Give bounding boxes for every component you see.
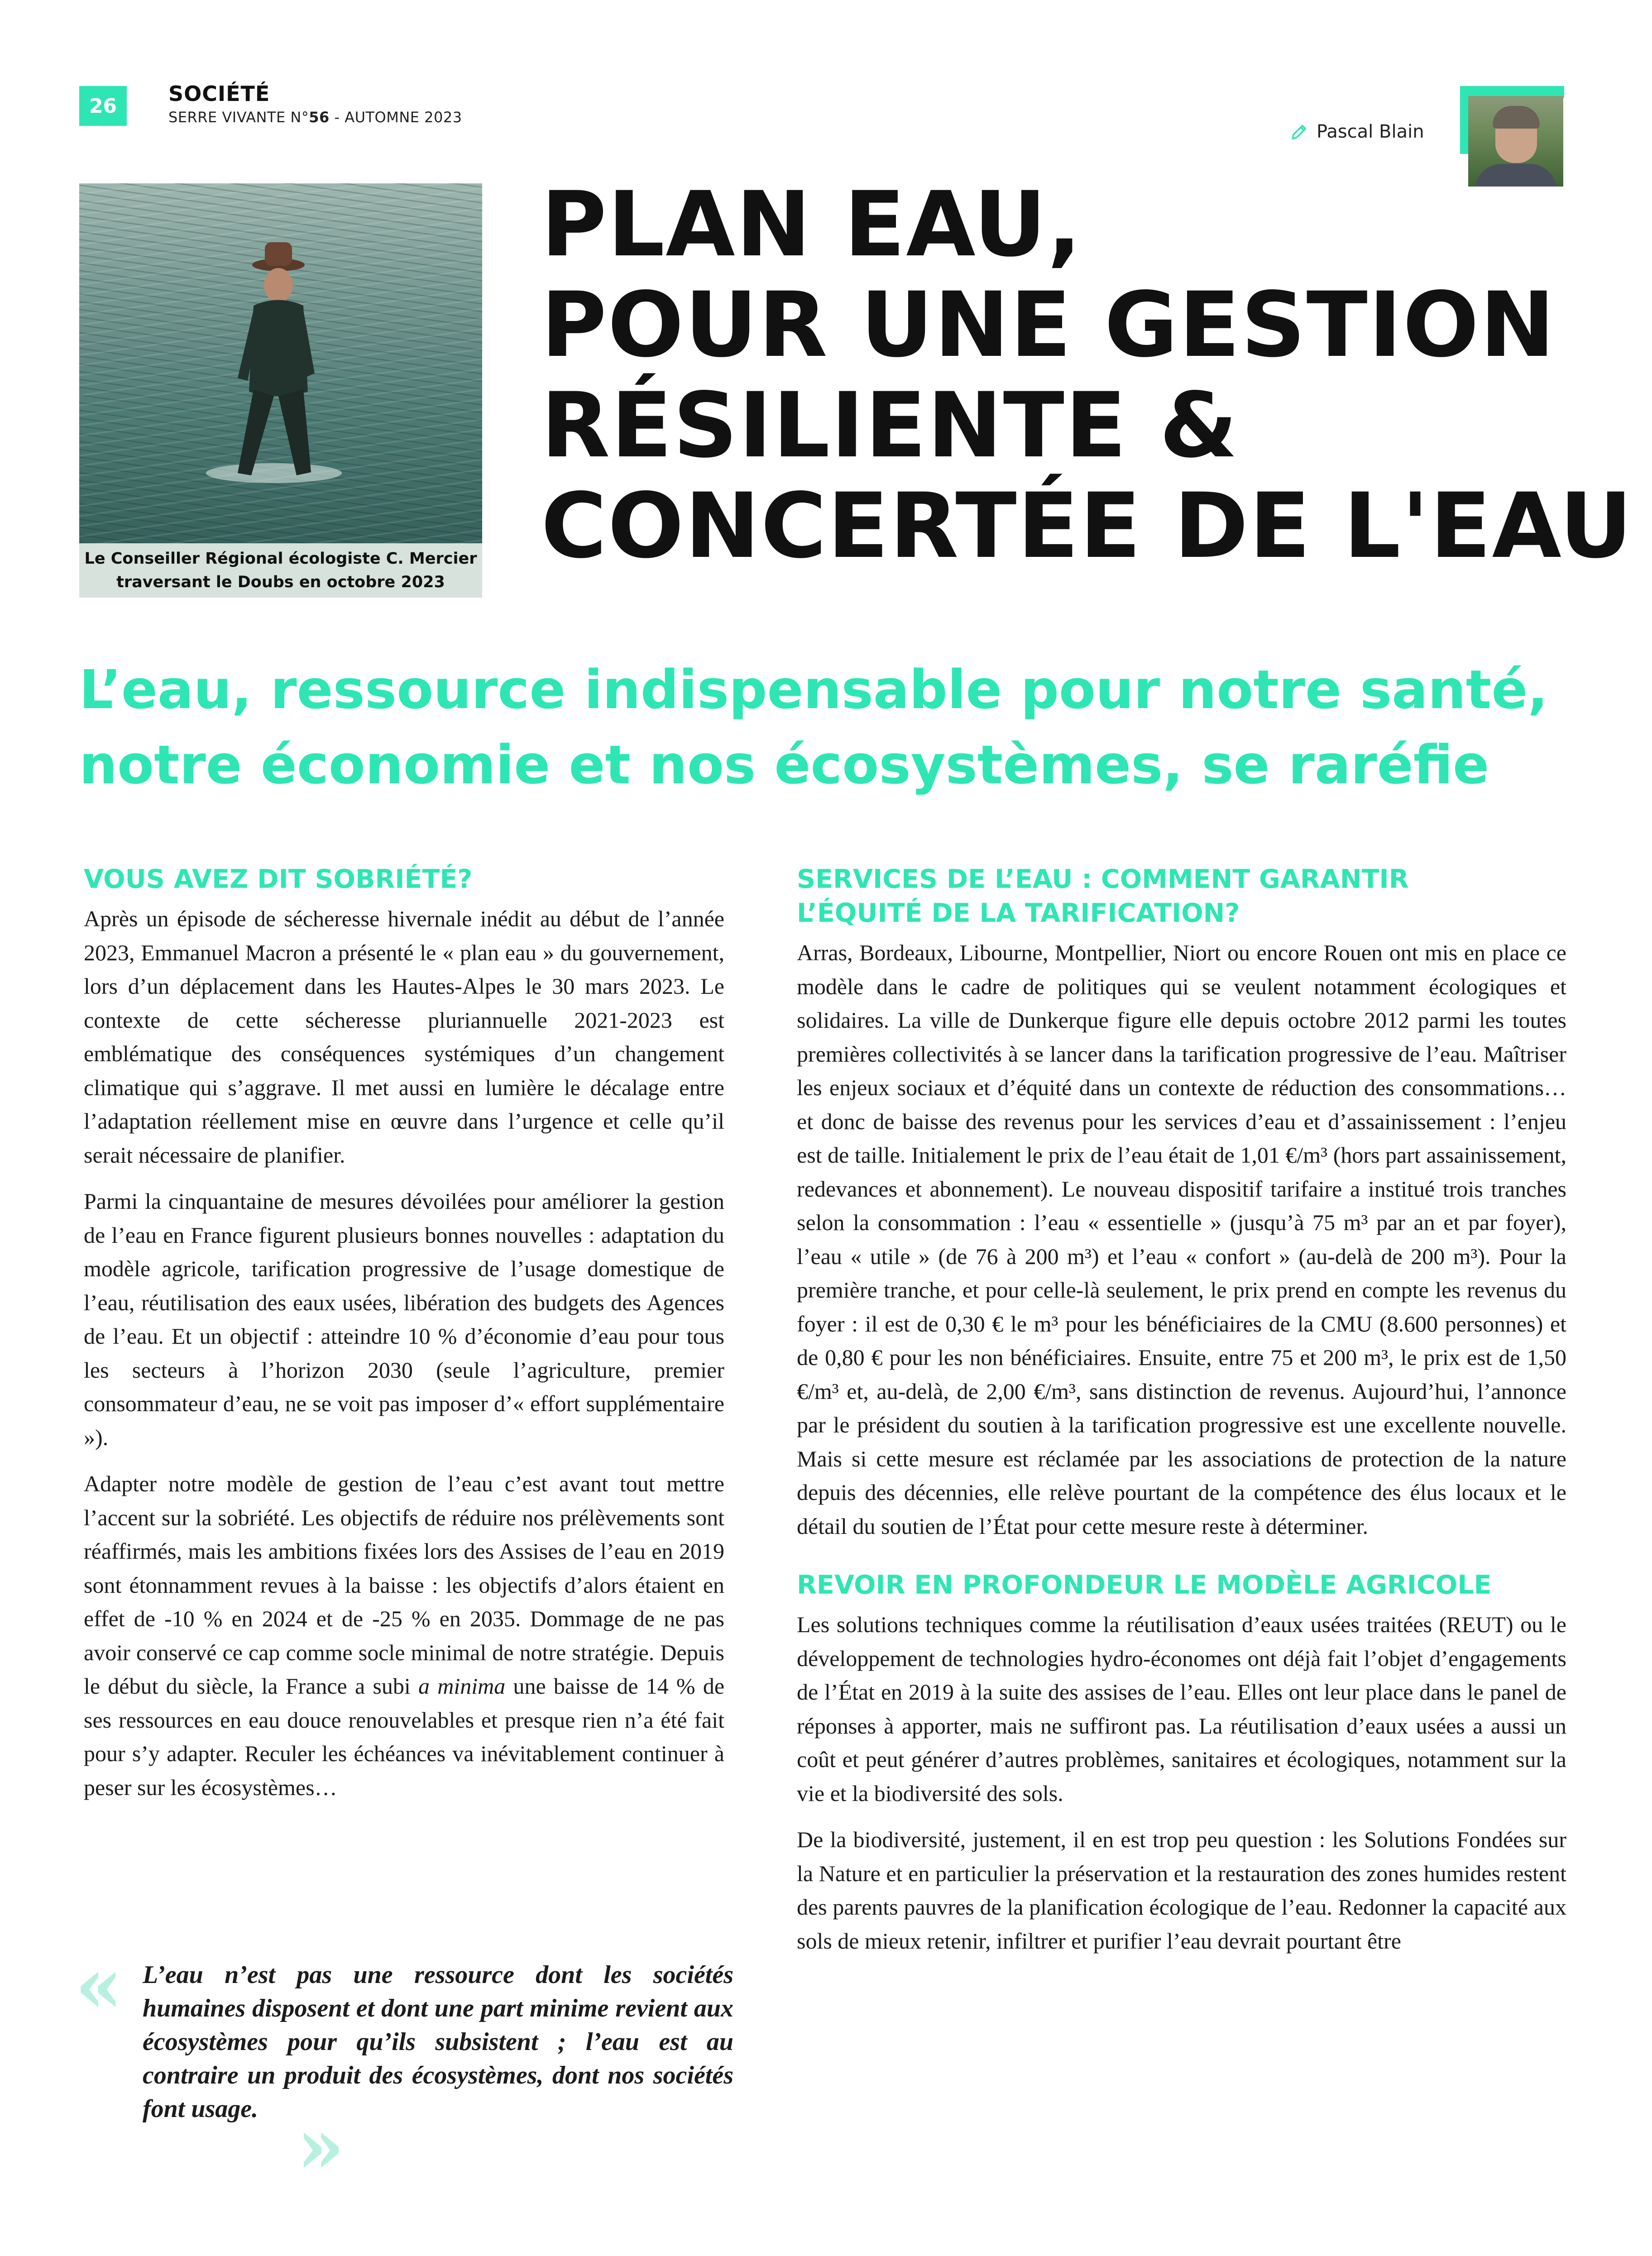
- section-heading-agricole: REVOIR EN PROFONDEUR LE MODÈLE AGRICOLE: [797, 1570, 1492, 1600]
- photo-caption: [79, 543, 482, 598]
- paragraph: [84, 1467, 724, 1804]
- section-heading-sobriete: VOUS AVEZ DIT SOBRIÉTÉ?: [84, 864, 473, 894]
- issue-prefix: SERRE VIVANTE N°: [168, 109, 309, 126]
- title-line-1: PLAN EAU,: [541, 172, 1082, 277]
- paragraph-part: une baisse de 14 % de ses ressources en eau douce renouvelables et presque rien n’a été fait pour s’y adapter. Reculer les échéances va inévitablement continuer à peser sur les écosystèmes…: [84, 1673, 725, 1800]
- article-title: [541, 172, 1633, 578]
- title-line-4: CONCERTÉE DE L'EAU: [541, 474, 1633, 578]
- author-avatar: [1468, 96, 1563, 187]
- paragraph: Arras, Bordeaux, Libourne, Montpellier, Niort ou encore Rouen ont mis en place ce modèle dans le cadre de politiques qui se veulent notamment écologiques et solidaires. La ville de Dunkerque figure elle depuis octobre 2012 parmi les toutes premières collectivités à se lancer dans la tarification progressive de l’eau. Maîtriser les enjeux sociaux et d’équité dans un contexte de réduction des consommations… et donc de baisse des revenus pour les services d’eau et d’assainissement : l’enjeu est de taille. Initialement le prix de l’eau était de 1,01 €/m³ (hors part assainissement, redevances et abonnement). Le nouveau dispositif tarifaire a institué trois tranches selon la consommation : l’eau « essentielle » (jusqu’à 75 m³ par an et par foyer), l’eau « utile » (de 76 à 200 m³) et l’eau « confort » (au-delà de 200 m³). Pour la première tranche, et pour celle-là seulement, le prix prend en compte les revenus du foyer : il est de 0,30 € le m³ pour les bénéficiaires de la CMU (8.600 personnes) et de 0,80 € pour les non bénéficiaires. Ensuite, entre 75 et 200 m³, le prix est de 1,50 €/m³ et, au-delà, de 2,00 €/m³, sans distinction de revenus. Aujourd’hui, l’annonce par le président du soutien à la tarification progressive est une excellente nouvelle. Mais si cette mesure est réclamée par les associations de protection de la nature depuis des décennies, elle relève pourtant de la compétence des élus locaux et le détail du soutien de l’État pour cette mesure reste à déterminer.: [797, 940, 1566, 1539]
- title-line-3: RÉSILIENTE &: [541, 373, 1239, 478]
- heading-line-1: SERVICES DE L’EAU : COMMENT GARANTIR: [797, 864, 1409, 894]
- author-name: Pascal Blain: [1317, 121, 1424, 142]
- section-heading-tarification: [797, 862, 1566, 930]
- paragraph: Les solutions techniques comme la réutilisation d’eaux usées traitées (REUT) ou le développement de technologies hydro-économes ont déjà fait l’objet d’engagements de l’État en 2019 à la suite des assises de l’eau. Elles ont leur place dans le panel de réponses à apporter, mais ne suffiront pas. La réutilisation d’eaux usées a aussi un coût et peut générer d’autres problèmes, sanitaires et écologiques, notamment sur la vie et la biodiversité des sols.: [797, 1612, 1566, 1806]
- author-byline: [1290, 121, 1424, 142]
- paragraph: De la biodiversité, justement, il en est trop peu question : les Solutions Fondées sur la Nature et en particulier la préservation et la restauration des zones humides restent des parents pauvres de la planification écologique de l’eau. Redonner la capacité aux sols de mieux retenir, infiltrer et purifier l’eau devrait pourtant être: [797, 1827, 1566, 1954]
- paragraph: Parmi la cinquantaine de mesures dévoilées pour améliorer la gestion de l’eau en France figurent plusieurs bonnes nouvelles : adaptation du modèle agricole, tarification progressive de l’usage domestique de l’eau, réutilisation des eaux usées, libération des budgets des Agences de l’eau. Et un objectif : atteindre 10 % d’économie d’eau pour tous les secteurs à l’horizon 2030 (seule l’agriculture, premier consommateur d’eau, ne se voit pas imposer d’« effort supplémentaire »).: [84, 1188, 724, 1450]
- page-number: 26: [79, 86, 127, 126]
- heading-line-2: L’ÉQUITÉ DE LA TARIFICATION?: [797, 898, 1240, 928]
- pull-quote: L’eau n’est pas une ressource dont les sociétés humaines disposent et dont une part minime revient aux écosystèmes pour qu’ils subsistent ; l’eau est au contraire un produit des écosystèmes, dont nos sociétés font usage.: [143, 1961, 733, 2123]
- section-rubric: SOCIÉTÉ: [168, 81, 270, 106]
- pencil-icon: [1290, 123, 1308, 141]
- article-subtitle: [79, 652, 1573, 802]
- subtitle-line-2: notre économie et nos écosystèmes, se raréfie: [79, 733, 1489, 796]
- right-column: [797, 862, 1566, 1958]
- article-photo: [79, 183, 482, 598]
- caption-line-1: Le Conseiller Régional écologiste C. Mercier: [84, 550, 477, 568]
- quote-close-icon: »: [297, 2101, 345, 2191]
- issue-number: 56: [309, 109, 330, 126]
- issue-line: [168, 109, 462, 126]
- left-column: [84, 862, 724, 1804]
- paragraph: Après un épisode de sécheresse hivernale inédit au début de l’année 2023, Emmanuel Macron a présenté le « plan eau » du gouvernement, lors d’un déplacement dans les Hautes-Alpes le 30 mars 2023. Le contexte de cette sécheresse pluriannuelle 2021-2023 est emblématique des conséquences systémiques d’un changement climatique qui s’aggrave. Il met aussi en lumière le décalage entre l’adaptation réellement mise en œuvre dans l’urgence et celle qu’il serait nécessaire de planifier.: [84, 906, 724, 1168]
- italic-term: a minima: [418, 1673, 506, 1699]
- title-line-2: POUR UNE GESTION: [541, 273, 1556, 377]
- caption-line-2: traversant le Doubs en octobre 2023: [116, 573, 445, 591]
- paragraph-part: Adapter notre modèle de gestion de l’eau c’est avant tout mettre l’accent sur la sobriété. Les objectifs de réduire nos prélèvements sont réaffirmés, mais les ambitions fixées lors des Assises de l’eau en 2019 sont étonnamment revues à la baisse : les objectifs d’alors étaient en effet de -10 % en 2024 et de -25 % en 2035. Dommage de ne pas avoir conservé ce cap comme socle minimal de notre stratégie. Depuis le début du siècle, la France a subi: [84, 1471, 724, 1699]
- issue-suffix: - AUTOMNE 2023: [329, 109, 462, 126]
- person-wading-illustration: [79, 183, 482, 543]
- subtitle-line-1: L’eau, ressource indispensable pour notre santé,: [79, 658, 1548, 721]
- river-photo: [79, 183, 482, 543]
- quote-open-icon: «: [75, 1940, 123, 2031]
